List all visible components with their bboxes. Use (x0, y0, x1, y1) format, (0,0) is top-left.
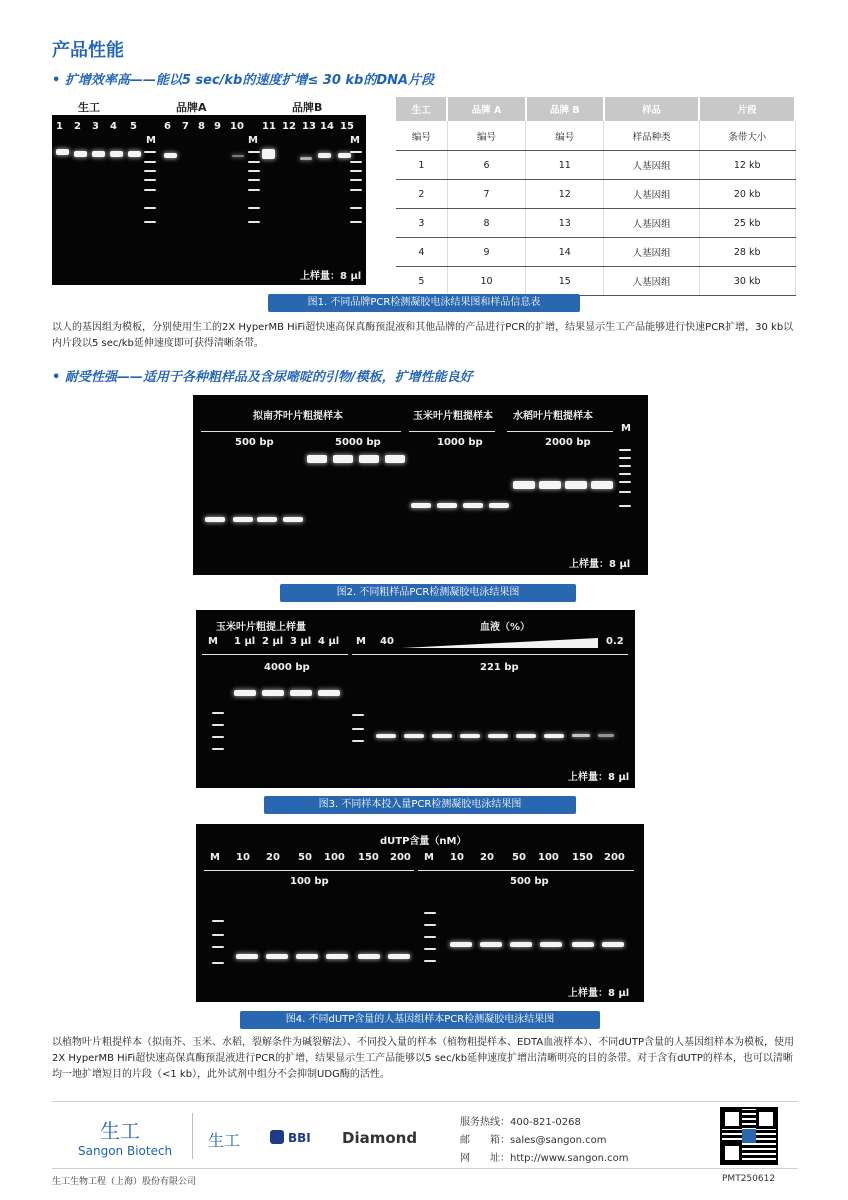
gel4-lane: 10 (236, 852, 250, 863)
lane-10: 10 (230, 121, 244, 132)
size-500bp: 500 bp (510, 876, 549, 887)
gel1-header-brand-b: 品牌B (292, 101, 323, 114)
section1-bullet: • 扩增效率高——能以5 sec/kb的速度扩增≤ 30 kb的DNA片段 (52, 73, 435, 88)
size-2000bp: 2000 bp (545, 437, 591, 448)
size-100bp: 100 bp (290, 876, 329, 887)
page-title: 产品性能 (52, 40, 124, 61)
lane-15: 15 (340, 121, 354, 132)
marker-label-3: M (350, 135, 360, 146)
sub-cell: 条带大小 (699, 121, 795, 151)
bbi-logo-icon (270, 1130, 284, 1144)
lane-4: 4 (110, 121, 117, 132)
gel4-lane: 150 (358, 852, 379, 863)
th-sangon: 生工 (396, 97, 447, 121)
gel3-lane: 4 μl (318, 636, 340, 647)
company-name: 生工生物工程（上海）股份有限公司 (52, 1177, 197, 1187)
gel4-lane: 100 (324, 852, 345, 863)
email[interactable]: 邮 箱：sales@sangon.com (460, 1135, 607, 1146)
size-1000bp: 1000 bp (437, 437, 483, 448)
band (110, 151, 123, 157)
brand-bbi: BBI (288, 1131, 311, 1145)
gel4-lane: 50 (512, 852, 526, 863)
gel4-lane: 100 (538, 852, 559, 863)
lane-3: 3 (92, 121, 99, 132)
gel1-header-brand-a: 品牌A (176, 101, 207, 114)
figure4-caption: 图4. 不同dUTP含量的人基因组样本PCR检测凝胶电泳结果图 (240, 1011, 600, 1029)
gel4-lane: 20 (480, 852, 494, 863)
gel3-header-left: 玉米叶片粗提上样量 (216, 622, 306, 633)
sub-cell: 编号 (526, 121, 604, 151)
sub-cell: 编号 (447, 121, 525, 151)
gel2-marker: M (621, 423, 631, 434)
lane-5: 5 (130, 121, 137, 132)
gel4-lane: 50 (298, 852, 312, 863)
gel2-header-rice: 水稻叶片粗提样本 (513, 411, 593, 422)
load-note-1: 上样量：8 μl (300, 271, 362, 282)
sub-cell: 编号 (396, 121, 447, 151)
blood-gradient-wedge (402, 638, 598, 648)
band (128, 151, 141, 157)
band (300, 157, 312, 160)
load-note-4: 上样量：8 μl (568, 988, 630, 999)
sub-cell: 样品种类 (604, 121, 700, 151)
footer-divider (52, 1101, 798, 1102)
gel1-image (52, 115, 366, 285)
gel2-header-corn: 玉米叶片粗提样本 (413, 411, 493, 422)
lane-1: 1 (56, 121, 63, 132)
table-row: 1 6 11 人基因组 12 kb (396, 151, 795, 180)
gel4-lane: 200 (604, 852, 625, 863)
gel4-lane: 20 (266, 852, 280, 863)
gel1-header-sangon: 生工 (78, 101, 100, 114)
th-sample: 样品 (604, 97, 700, 121)
lane-2: 2 (74, 121, 81, 132)
footer-divider-bottom (52, 1168, 798, 1169)
th-fragment: 片段 (699, 97, 795, 121)
sangon-logo-cn: 生工 (100, 1119, 140, 1143)
band (232, 155, 244, 157)
size-500bp: 500 bp (235, 437, 274, 448)
table-row: 2 7 12 人基因组 20 kb (396, 180, 795, 209)
section1-paragraph: 以人的基因组为模板，分别使用生工的2X HyperMB HiFi超快速高保真酶预混液和其他品牌的产品进行PCR的扩增，结果显示生工产品能够进行快速PCR扩增，30 kb以内片段以5 sec/kb延伸速度即可获得清晰条带。 (52, 322, 794, 349)
sangon-logo-en: Sangon Biotech (78, 1144, 173, 1158)
lane-14: 14 (320, 121, 334, 132)
lane-8: 8 (198, 121, 205, 132)
gel4-lane: M (424, 852, 434, 863)
size-221bp: 221 bp (480, 662, 519, 673)
section2-paragraph: 以植物叶片粗提样本（拟南芥、玉米、水稻，裂解条件为碱裂解法）、不同投入量的样本（植物粗提样本、EDTA血液样本）、不同dUTP含量的人基因组样本为模板，使用2X HyperMB HiFi超快速高保真酶预混液进行PCR的扩增，结果显示生工产品能够以5 sec/kb延伸速度扩增出清晰明亮的目的条带。对于含有dUTP的样本，也可以清晰均一地扩增短目的片段（<1 kb），此外试剂中组分不会抑制UDG酶的活性。 (52, 1037, 794, 1080)
website[interactable]: 网 址：http://www.sangon.com (460, 1153, 629, 1164)
th-brand-b: 品牌 B (526, 97, 604, 121)
load-note-3: 上样量：8 μl (568, 772, 630, 783)
table-row: 5 10 15 人基因组 30 kb (396, 267, 795, 296)
lane-13: 13 (302, 121, 316, 132)
gel3-lane: 2 μl (262, 636, 284, 647)
logo-divider (192, 1113, 193, 1159)
brand-diamond: Diamond (342, 1129, 418, 1147)
hotline: 服务热线：400-821-0268 (460, 1117, 581, 1128)
gel4-image (196, 824, 644, 1002)
band (74, 151, 87, 157)
marker-label-1: M (146, 135, 156, 146)
size-4000bp: 4000 bp (264, 662, 310, 673)
table-row: 4 9 14 人基因组 28 kb (396, 238, 795, 267)
lane-6: 6 (164, 121, 171, 132)
gel3-header-right: 血液（%） (480, 622, 531, 633)
lane-11: 11 (262, 121, 276, 132)
gel3-image (196, 610, 635, 788)
lane-9: 9 (214, 121, 221, 132)
gel4-lane: 200 (390, 852, 411, 863)
qr-code-icon (720, 1107, 778, 1165)
section2-bullet: • 耐受性强——适用于各种粗样品及含尿嘧啶的引物/模板，扩增性能良好 (52, 370, 473, 385)
gel4-lane: 150 (572, 852, 593, 863)
figure1-caption: 图1. 不同品牌PCR检测凝胶电泳结果图和样品信息表 (268, 294, 580, 312)
gel3-lane: 1 μl (234, 636, 256, 647)
figure2-caption: 图2. 不同粗样品PCR检测凝胶电泳结果图 (280, 584, 576, 602)
th-brand-a: 品牌 A (447, 97, 525, 121)
band (56, 149, 69, 155)
load-note-2: 上样量：8 μl (569, 559, 631, 570)
band (338, 153, 351, 158)
gel3-lane: M (208, 636, 218, 647)
table-row: 3 8 13 人基因组 25 kb (396, 209, 795, 238)
gel4-header: dUTP含量（nM） (380, 836, 467, 847)
band (164, 153, 177, 158)
figure3-caption: 图3. 不同样本投入量PCR检测凝胶电泳结果图 (264, 796, 576, 814)
lane-12: 12 (282, 121, 296, 132)
gel3-right-marker: M (356, 636, 366, 647)
gel3-lane: 3 μl (290, 636, 312, 647)
lane-7: 7 (182, 121, 189, 132)
document-code: PMT250612 (722, 1174, 776, 1184)
gel4-lane: 10 (450, 852, 464, 863)
sample-info-table (396, 97, 796, 296)
gel2-image (193, 395, 648, 575)
blood-end: 0.2 (606, 636, 624, 647)
blood-start: 40 (380, 636, 394, 647)
band (318, 153, 331, 158)
gel4-lane: M (210, 852, 220, 863)
gel2-header-arabidopsis: 拟南芥叶片粗提样本 (253, 411, 343, 422)
brand-sangon: 生工 (208, 1131, 241, 1150)
band (262, 149, 275, 159)
size-5000bp: 5000 bp (335, 437, 381, 448)
band (92, 151, 105, 157)
marker-label-2: M (248, 135, 258, 146)
